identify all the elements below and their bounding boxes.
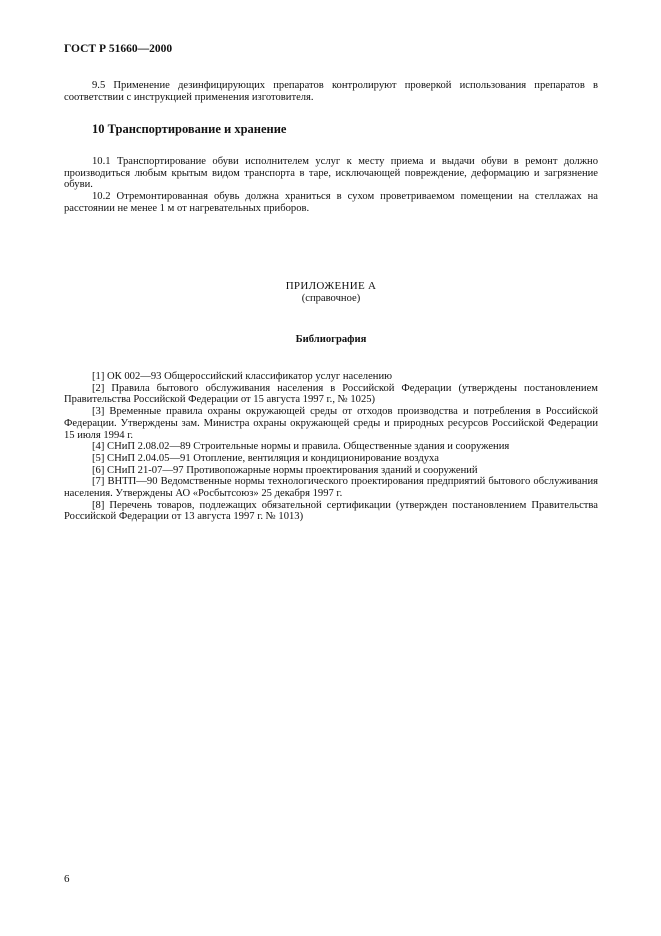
section-10-body [64,156,598,215]
list-item: [7] ВНТП—90 Ведомственные нормы технологического проектирования предприятий бытового обслуживания населения. Утверждены АО «Росбытсоюз» 25 декабря 1997 г. [64,476,598,500]
list-item: [6] СНиП 21-07—97 Противопожарные нормы проектирования зданий и сооружений [92,464,478,476]
bibliography-title: Библиография [295,334,367,345]
page-number: 6 [64,873,70,885]
list-item: [8] Перечень товаров, подлежащих обязательной сертификации (утвержден постановлением Правительства Российской Федерации от 13 августа 1997 г. № 1013) [64,499,598,523]
paragraph-10-2: 10.2 Отремонтированная обувь должна храниться в сухом проветриваемом помещении на стеллажах на расстоянии не менее 1 м от нагревательных приборов. [64,191,598,214]
list-item: [4] СНиП 2.08.02—89 Строительные нормы и правила. Общественные здания и сооружения [92,441,510,453]
list-item: [2] Правила бытового обслуживания населения в Российской Федерации (утверждены постановлением Правительства Российской Федерации от 15 августа 1997 г., № 1025) [64,382,598,406]
appendix-subtitle: (справочное) [301,293,361,304]
list-item: [5] СНиП 2.04.05—91 Отопление, вентиляция и кондиционирование воздуха [92,452,439,464]
list-item: [3] Временные правила охраны окружающей среды от отходов производства и потребления в Российской Федерации. Утверждены зам. Министра охраны окружающей среды и природных ресурсов Российской Федерации 15 июля 1994 г. [64,406,598,441]
paragraph-10-1: 10.1 Транспортирование обуви исполнителем услуг к месту приема и выдачи обуви в ремонт должно производиться любым крытым видом транспорта в таре, исключающей повреждение, деформацию и загрязнение обуви. [64,156,598,191]
paragraph-text: 9.5 Применение дезинфицирующих препаратов контролируют проверкой использования препаратов в соответствии с инструкцией применения изготовителя. [64,80,598,103]
appendix-title: ПРИЛОЖЕНИЕ А [285,280,377,292]
paragraph-9-5 [64,80,598,103]
bibliography-list [64,371,598,523]
section-heading: 10 Транспортирование и хранение [92,122,287,136]
document-header: ГОСТ Р 51660—2000 [64,43,173,55]
list-item: [1] ОК 002—93 Общероссийский классификатор услуг населению [92,371,393,382]
